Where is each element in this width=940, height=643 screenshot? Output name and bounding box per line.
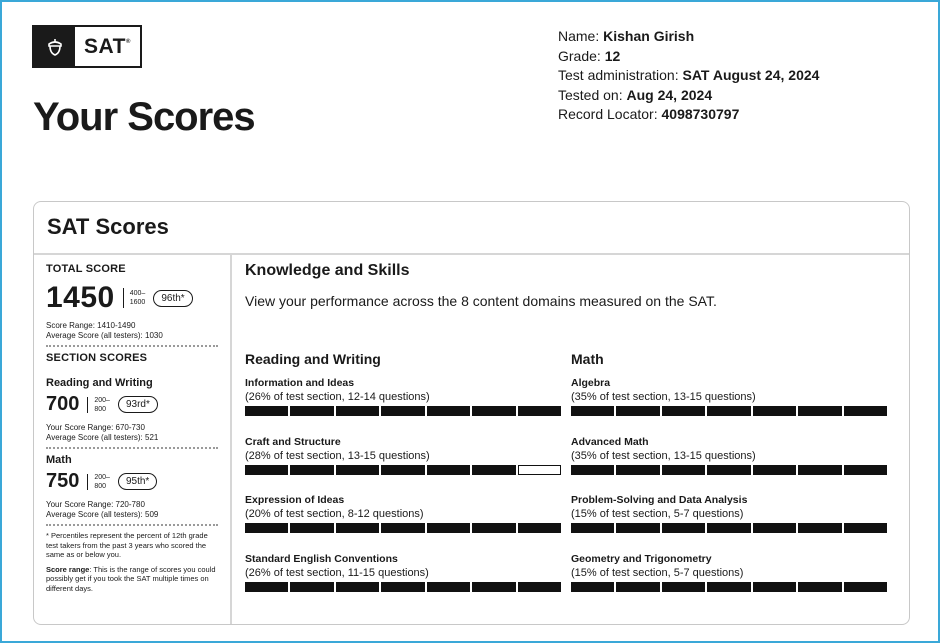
performance-bar: [245, 523, 561, 533]
performance-segment-filled: [753, 582, 796, 592]
performance-segment-filled: [472, 582, 515, 592]
tested-on-row: Tested on: Aug 24, 2024: [558, 86, 713, 103]
performance-segment-filled: [616, 465, 659, 475]
domain-info: (15% of test section, 5-7 questions): [571, 566, 744, 579]
divider: [87, 397, 88, 413]
knowledge-skills-panel: [233, 255, 909, 624]
score-scale: 200– 800: [94, 473, 110, 490]
score-range-note: Score range: This is the range of scores you could possibly get if you took the SAT multiple times on different days.: [46, 564, 216, 593]
performance-segment-filled: [290, 582, 333, 592]
card-title: SAT Scores: [34, 202, 909, 255]
section-average: Average Score (all testers): 509: [46, 510, 159, 519]
domain-name: Expression of Ideas: [245, 494, 345, 506]
performance-segment-filled: [798, 465, 841, 475]
performance-segment-filled: [336, 582, 379, 592]
performance-segment-filled: [336, 406, 379, 416]
percentile-badge: 96th*: [153, 290, 192, 307]
total-score-label: TOTAL SCORE: [46, 263, 126, 275]
divider: [46, 345, 218, 347]
performance-segment-filled: [381, 582, 424, 592]
domain-item: [571, 436, 897, 495]
performance-segment-filled: [571, 465, 614, 475]
percentile-note: * Percentiles represent the percent of 12th grade test takers from the past 3 years who scored the same as or below you.: [46, 531, 208, 559]
performance-segment-filled: [662, 465, 705, 475]
domain-item: [245, 553, 571, 612]
domain-item: [245, 494, 571, 553]
section-score: 750: [46, 470, 80, 492]
performance-bar: [571, 523, 887, 533]
score-scale: 200– 800: [94, 396, 110, 413]
performance-segment-filled: [616, 582, 659, 592]
performance-segment-filled: [427, 523, 470, 533]
performance-segment-filled: [662, 523, 705, 533]
performance-segment-filled: [753, 465, 796, 475]
domain-columns: [245, 351, 897, 611]
performance-segment-filled: [245, 406, 288, 416]
scores-panel: [34, 255, 232, 624]
score-scale: 400– 1600: [129, 290, 146, 306]
performance-segment-filled: [707, 523, 750, 533]
sat-scores-card: [33, 201, 910, 625]
performance-segment-filled: [427, 582, 470, 592]
performance-segment-filled: [798, 523, 841, 533]
performance-segment-filled: [336, 465, 379, 475]
performance-segment-filled: [245, 465, 288, 475]
sat-logo: [32, 25, 142, 68]
acorn-icon: [34, 27, 75, 66]
section-average: Average Score (all testers): 521: [46, 433, 159, 442]
total-score-row: [46, 281, 218, 315]
domain-name: Algebra: [571, 377, 611, 389]
performance-segment-filled: [336, 523, 379, 533]
domain-name: Craft and Structure: [245, 435, 341, 448]
domain-column-heading: Reading and Writing: [245, 351, 381, 367]
performance-segment-filled: [707, 465, 750, 475]
performance-segment-filled: [427, 406, 470, 416]
performance-segment-filled: [571, 582, 614, 592]
total-score: 1450: [46, 281, 115, 314]
performance-segment-filled: [518, 523, 561, 533]
performance-segment-filled: [381, 406, 424, 416]
page-title: Your Scores: [33, 95, 255, 139]
performance-segment-filled: [245, 523, 288, 533]
performance-segment-filled: [753, 523, 796, 533]
performance-bar: [245, 582, 561, 592]
domain-column-heading: Math: [571, 351, 604, 367]
performance-bar: [571, 582, 887, 592]
performance-bar: [245, 406, 561, 416]
divider: [87, 474, 88, 490]
domain-name: Information and Ideas: [245, 377, 355, 389]
performance-segment-filled: [381, 465, 424, 475]
domain-item: [571, 377, 897, 436]
divider: [123, 288, 124, 308]
domain-column: [245, 351, 571, 611]
domain-name: Geometry and Trigonometry: [571, 552, 712, 565]
performance-segment-filled: [753, 406, 796, 416]
performance-segment-filled: [518, 406, 561, 416]
performance-bar: [571, 465, 887, 475]
domain-item: [571, 494, 897, 553]
performance-segment-filled: [571, 523, 614, 533]
performance-segment-filled: [798, 582, 841, 592]
section-name: Math: [46, 454, 72, 466]
performance-segment-filled: [616, 523, 659, 533]
performance-segment-filled: [616, 406, 659, 416]
student-grade-row: Grade: 12: [558, 47, 621, 64]
section-score-range: Your Score Range: 720-780: [46, 500, 145, 509]
performance-segment-filled: [844, 582, 887, 592]
domain-info: (26% of test section, 12-14 questions): [245, 391, 430, 403]
sat-wordmark: SAT ®: [84, 34, 131, 58]
performance-segment-empty: [518, 465, 561, 475]
domain-item: [245, 436, 571, 495]
domain-name: Advanced Math: [571, 435, 649, 448]
divider: [46, 447, 218, 449]
domain-item: [571, 553, 897, 612]
performance-bar: [571, 406, 887, 416]
performance-segment-filled: [427, 465, 470, 475]
performance-bar: [245, 465, 561, 475]
student-name-row: Name: Kishan Girish: [558, 28, 695, 44]
knowledge-description: View your performance across the 8 content domains measured on the SAT.: [245, 293, 717, 309]
performance-segment-filled: [707, 582, 750, 592]
performance-segment-filled: [472, 406, 515, 416]
section-score-row: [46, 393, 218, 416]
domain-column: [571, 351, 897, 611]
domain-info: (26% of test section, 11-15 questions): [245, 566, 429, 579]
section-score-range: Your Score Range: 670-730: [46, 423, 145, 432]
student-info: [558, 27, 819, 125]
record-locator-row: Record Locator: 4098730797: [558, 106, 740, 122]
performance-segment-filled: [472, 465, 515, 475]
performance-segment-filled: [290, 523, 333, 533]
domain-info: (15% of test section, 5-7 questions): [571, 508, 744, 520]
domain-item: [245, 377, 571, 436]
performance-segment-filled: [662, 406, 705, 416]
domain-name: Standard English Conventions: [245, 552, 398, 565]
performance-segment-filled: [290, 406, 333, 416]
performance-segment-filled: [844, 523, 887, 533]
domain-info: (35% of test section, 13-15 questions): [571, 449, 756, 462]
performance-segment-filled: [381, 523, 424, 533]
percentile-badge: 95th*: [118, 473, 157, 490]
knowledge-title: Knowledge and Skills: [245, 262, 410, 279]
percentile-badge: 93rd*: [118, 396, 158, 413]
divider: [46, 524, 218, 526]
domain-info: (20% of test section, 8-12 questions): [245, 508, 424, 520]
performance-segment-filled: [844, 406, 887, 416]
domain-info: (28% of test section, 13-15 questions): [245, 449, 430, 462]
section-score: 700: [46, 393, 80, 415]
total-score-range: Score Range: 1410-1490: [46, 321, 136, 330]
domain-info: (35% of test section, 13-15 questions): [571, 391, 756, 403]
performance-segment-filled: [798, 406, 841, 416]
performance-segment-filled: [571, 406, 614, 416]
domain-name: Problem-Solving and Data Analysis: [571, 494, 748, 506]
total-average: Average Score (all testers): 1030: [46, 331, 163, 340]
section-scores-label: SECTION SCORES: [46, 352, 148, 364]
section-score-row: [46, 470, 218, 493]
section-name: Reading and Writing: [46, 377, 153, 389]
performance-segment-filled: [707, 406, 750, 416]
performance-segment-filled: [662, 582, 705, 592]
performance-segment-filled: [245, 582, 288, 592]
performance-segment-filled: [472, 523, 515, 533]
performance-segment-filled: [290, 465, 333, 475]
performance-segment-filled: [844, 465, 887, 475]
performance-segment-filled: [518, 582, 561, 592]
test-admin-row: Test administration: SAT August 24, 2024: [558, 67, 820, 83]
